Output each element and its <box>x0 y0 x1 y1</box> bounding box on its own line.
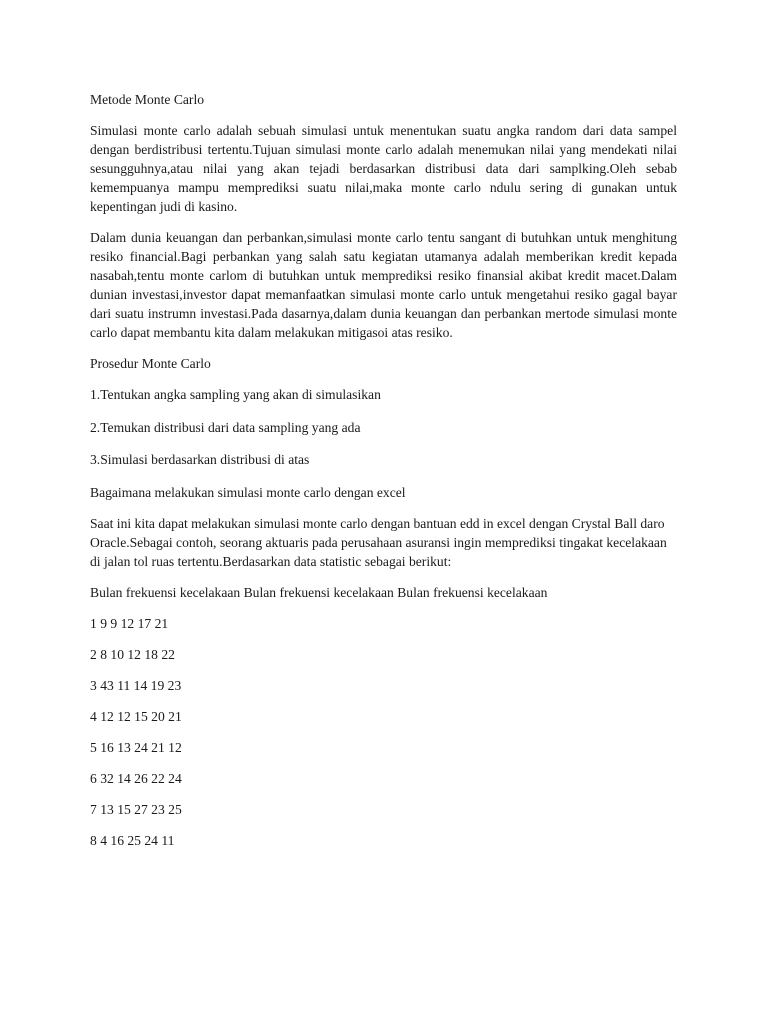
data-table-row: 1 9 9 12 17 21 <box>90 616 169 631</box>
data-table-row: 7 13 15 27 23 25 <box>90 802 182 817</box>
data-table-header: Bulan frekuensi kecelakaan Bulan frekuensi kecelakaan Bulan frekuensi kecelakaan <box>90 585 548 600</box>
procedure-step: 1.Tentukan angka sampling yang akan di simulasikan <box>90 387 381 402</box>
document-body <box>90 90 677 862</box>
data-table-row: 4 12 12 15 20 21 <box>90 709 182 724</box>
section-heading-excel: Bagaimana melakukan simulasi monte carlo dengan excel <box>90 484 406 500</box>
paragraph-excel: Saat ini kita dapat melakukan simulasi monte carlo dengan bantuan edd in excel dengan Crystal Ball daro Oracle.Sebagai contoh, seorang aktuaris pada perusahaan asuransi ingin memprediksi tingakat kecelakaan di jalan tol ruas tertentu.Berdasarkan data statistic sebagai berikut: <box>90 516 667 569</box>
paragraph-finance: Dalam dunia keuangan dan perbankan,simulasi monte carlo tentu sangant di butuhkan untuk menghitung resiko financial.Bagi perbankan yang salah satu kegiatan utamanya adalah memberikan kredit kepada nasabah,tentu monte carlom di butuhkan untuk memprediksi resiko finansial akibat kredit macet.Dalam dunian investasi,investor dapat memanfaatkan simulasi monte carlo untuk mengetahui resiko gagal bayar dari suatu instrumn investasi.Pada dasarnya,dalam dunia keuangan dan perbankan mertode simulasi monte carlo dapat membantu kita dalam melakukan mitigasoi atas resiko. <box>90 230 677 340</box>
data-table-row: 6 32 14 26 22 24 <box>90 771 182 786</box>
paragraph-intro: Simulasi monte carlo adalah sebuah simulasi untuk menentukan suatu angka random dari data sampel dengan berdistribusi tertentu.Tujuan simulasi monte carlo adalah menemukan nilai yang mendekati nilai sesungguhnya,atau nilai yang akan tejadi berdasarkan distribusi data dari samplking.Oleh sebab kemempuanya mampu memprediksi suatu nilai,maka monte carlo ndulu sering di gunakan untuk kepentingan judi di kasino. <box>90 123 677 214</box>
document-title: Metode Monte Carlo <box>90 92 205 107</box>
data-table-row: 5 16 13 24 21 12 <box>90 740 182 755</box>
data-table-row: 8 4 16 25 24 11 <box>90 833 175 848</box>
section-heading-procedure: Prosedur Monte Carlo <box>90 356 211 371</box>
data-table-row: 2 8 10 12 18 22 <box>90 647 175 662</box>
procedure-step: 3.Simulasi berdasarkan distribusi di atas <box>90 452 310 467</box>
data-table-row: 3 43 11 14 19 23 <box>90 678 182 693</box>
procedure-step: 2.Temukan distribusi dari data sampling yang ada <box>90 419 361 435</box>
